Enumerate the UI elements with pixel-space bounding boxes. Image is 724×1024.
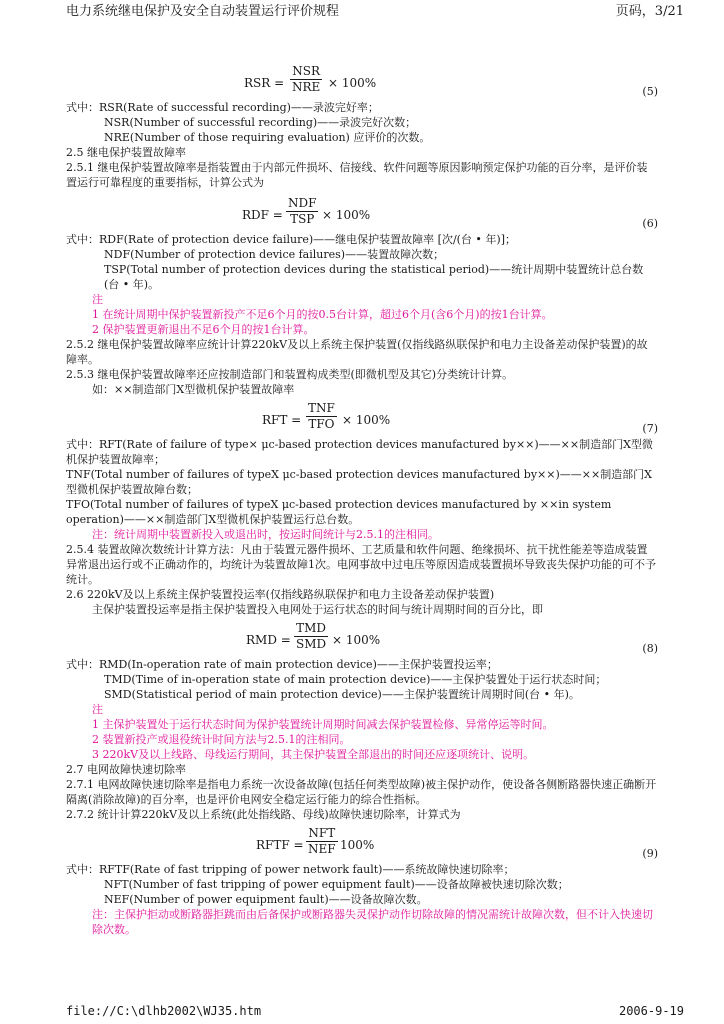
eq7-rhs: × 100% xyxy=(342,413,391,427)
eq8-number: (8) xyxy=(642,642,658,655)
header-page-number: 页码，3/21 xyxy=(615,4,684,19)
document-body xyxy=(66,64,658,937)
eq9-fraction xyxy=(306,826,338,857)
equation-5 xyxy=(66,64,658,100)
page-footer xyxy=(66,1004,684,1022)
eq6-number: (6) xyxy=(642,217,658,230)
eq9-number: (9) xyxy=(642,847,658,860)
footer-date: 2006-9-19 xyxy=(618,1004,684,1018)
para-2-7-2: 2.7.2 统计计算220kV及以上系统(此处指线路、母线)故障快速切除率，计算式为 xyxy=(66,808,461,821)
eq6-rhs: × 100% xyxy=(322,208,371,222)
eq6-fraction xyxy=(286,196,318,227)
para-2-5-2: 2.5.2 继电保护装置故障率应统计计算220kV及以上系统主保护装置(仅指线路纵联保护和电力主设备差动保护装置)的故障率。 xyxy=(66,338,648,366)
eq7-fraction xyxy=(306,401,337,432)
note8-3: 3 220kV及以上线路、母线运行期间，其主保护装置全部退出的时间还应逐项统计、说明。 xyxy=(92,748,535,761)
note8-2: 2 装置新投产或退役统计时间方法与2.5.1的注相同。 xyxy=(92,733,351,746)
eq9-denominator: NEF xyxy=(308,842,336,856)
note8-1: 1 主保护装置处于运行状态时间为保护装置统计周期时间减去保护装置检修、异常停运等时间。 xyxy=(92,718,554,731)
eq5-rhs: × 100% xyxy=(328,76,377,90)
note-eq7: 注：统计周期中装置新投入或退出时，按运时间统计与2.5.1的注相同。 xyxy=(92,528,439,541)
eq7-numerator: TNF xyxy=(308,401,335,415)
note-heading: 注 xyxy=(92,293,103,306)
note8-heading: 注 xyxy=(92,703,103,716)
eq9-where-2: NFT(Number of fast tripping of power equipment fault)——设备故障被快速切除次数； xyxy=(104,878,569,891)
eq9-where-3: NEF(Number of power equipment fault)——设备故障次数。 xyxy=(104,893,428,906)
eq8-lhs: RMD = xyxy=(246,633,291,647)
para-2-5-4: 2.5.4 装置故障次数统计计算方法：凡由于装置元器件损坏、工艺质量和软件问题、绝缘损坏、抗干扰性能差等造成装置异常退出运行或不正确动作的，均统计为装置故障1次。电网事故中过电压等原因造成装置损坏导致丧失保护功能的可不予统计。 xyxy=(66,543,656,586)
eq9-where-1: 式中：RFTF(Rate of fast tripping of power network fault)——系统故障快速切除率； xyxy=(66,863,515,876)
eq5-lhs: RSR = xyxy=(244,76,285,90)
section-2-6-title: 2.6 220kV及以上系统主保护装置投运率(仅指线路纵联保护和电力主设备差动保护装置) xyxy=(66,588,495,601)
para-2-6: 主保护装置投运率是指主保护装置投入电网处于运行状态的时间与统计周期时间的百分比，即 xyxy=(92,603,543,616)
eq6-where-3: TSP(Total number of protection devices during the statistical period)——统计周期中装置统计总台数(台 • 年)。 xyxy=(104,263,644,291)
eq5-denominator: NRE xyxy=(292,80,321,94)
eq5-number: (5) xyxy=(642,85,658,98)
note-1: 1 在统计周期中保护装置新投产不足6个月的按0.5台计算，超过6个月(含6个月)的按1台计算。 xyxy=(92,308,553,321)
eq7-where-3: TFO(Total number of failures of typeX μc-based protection devices manufactured by ××in system operation)——××制造部门X型微机保护装置运行总台数。 xyxy=(66,498,612,526)
eq5-fraction xyxy=(290,64,322,95)
para-2-5-1: 2.5.1 继电保护装置故障率是指装置由于内部元件损坏、信接线、软件问题等原因影响预定保护功能的百分率，是评价装置运行可靠程度的重要指标，计算公式为 xyxy=(66,161,648,189)
eq5-where-3: NRE(Number of those requiring evaluation) 应评价的次数。 xyxy=(104,131,431,144)
eq6-numerator: NDF xyxy=(288,196,317,210)
eq7-where-2: TNF(Total number of failures of typeX μc-based protection devices manufactured by××)——××制造部门X型微机保护装置故障台数； xyxy=(66,468,653,496)
eq9-numerator: NFT xyxy=(306,826,338,842)
eq5-numerator: NSR xyxy=(290,64,322,80)
header-title: 电力系统继电保护及安全自动装置运行评价规程 xyxy=(66,4,340,19)
para-2-5-3: 2.5.3 继电保护装置故障率还应按制造部门和装置构成类型(即微机型及其它)分类统计计算。 xyxy=(66,368,514,381)
eq9-rhs: 100% xyxy=(340,838,375,852)
eq7-number: (7) xyxy=(642,422,658,435)
eq8-where-3: SMD(Statistical period of main protection device)——主保护装置统计周期时间(台 • 年)。 xyxy=(104,688,580,701)
equation-7 xyxy=(66,401,658,437)
eq6-lhs: RDF = xyxy=(242,208,283,222)
eq5-where-2: NSR(Number of successful recording)——录波完好次数； xyxy=(104,116,417,129)
eq8-fraction xyxy=(294,621,328,652)
eq7-where-1: 式中：RFT(Rate of failure of type× μc-based protection devices manufactured by××)——××制造部门X型微机保护装置故障率； xyxy=(66,438,653,466)
eq7-lhs: RFT = xyxy=(262,413,302,427)
note-eq9: 注：主保护拒动或断路器拒跳而由后备保护或断路器失灵保护动作切除故障的情况需统计故障次数，但不计入快速切除次数。 xyxy=(92,908,653,936)
para-2-7-1: 2.7.1 电网故障快速切除率是指电力系统一次设备故障(包括任何类型故障)被主保护动作，使设备各侧断路器快速正确断开隔离(消除故障)的百分率，也是评价电网安全稳定运行能力的综合性指标。 xyxy=(66,778,657,806)
eq8-denominator: SMD xyxy=(296,637,327,651)
eq8-where-1: 式中：RMD(In-operation rate of main protection device)——主保护装置投运率； xyxy=(66,658,498,671)
section-2-7-title: 2.7 电网故障快速切除率 xyxy=(66,763,186,776)
equation-6 xyxy=(66,196,658,232)
equation-9 xyxy=(66,826,658,862)
equation-8 xyxy=(66,621,658,657)
section-2-5-title: 2.5 继电保护装置故障率 xyxy=(66,146,186,159)
eq7-denominator: TFO xyxy=(308,417,335,431)
eq6-denominator: TSP xyxy=(290,212,315,226)
eq9-lhs: RFTF = xyxy=(256,838,304,852)
footer-file-path: file://C:\dlhb2002\WJ35.htm xyxy=(66,1004,262,1018)
page-header xyxy=(66,0,684,18)
eq6-where-2: NDF(Number of protection device failures)——装置故障次数； xyxy=(104,248,445,261)
eq8-where-2: TMD(Time of in-operation state of main protection device)——主保护装置处于运行状态时间； xyxy=(104,673,607,686)
example-line: 如：××制造部门X型微机保护装置故障率 xyxy=(92,383,295,396)
eq5-where-1: 式中：RSR(Rate of successful recording)——录波完好率； xyxy=(66,101,379,114)
note-2: 2 保护装置更新退出不足6个月的按1台计算。 xyxy=(92,323,315,336)
eq8-numerator: TMD xyxy=(294,621,328,637)
eq8-rhs: × 100% xyxy=(332,633,381,647)
eq6-where-1: 式中：RDF(Rate of protection device failure)——继电保护装置故障率 [次/(台 • 年)]； xyxy=(66,233,516,246)
